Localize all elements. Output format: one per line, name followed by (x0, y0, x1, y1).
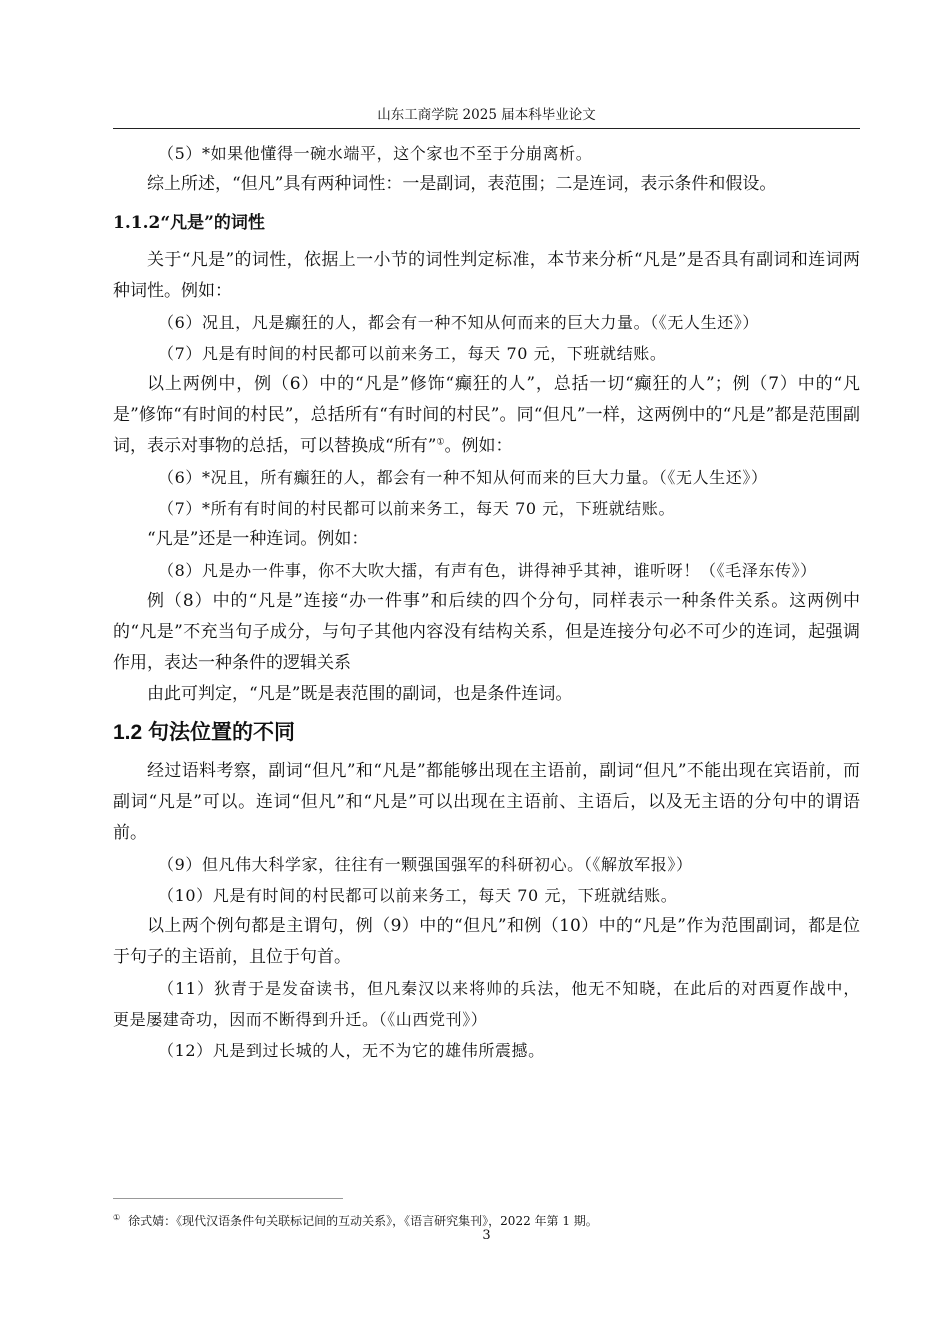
examples-9-10-analysis: 以上两个例句都是主谓句，例（9）中的“但凡”和例（10）中的“凡是”作为范围副词，都是位于句子的主语前，且位于句首。 (113, 916, 860, 967)
example-6-modified: （6）*况且，所有癫狂的人，都会有一种不知从何而来的巨大力量。（《无人生还》） (158, 468, 768, 487)
section-heading-1-1-2: 1.1.2“凡是”的词性 (113, 213, 265, 233)
footnote-divider (113, 1198, 343, 1199)
example-8: （8）凡是办一件事，你不大吹大擂，有声有色，讲得神乎其神，谁听呀！（《毛泽东传》） (158, 561, 817, 580)
page-number: 3 (482, 1228, 491, 1243)
header-divider (113, 128, 860, 129)
example-12: （12）凡是到过长城的人，无不为它的雄伟所震撼。 (158, 1041, 545, 1060)
example-7: （7）凡是有时间的村民都可以前来务工，每天 70 元，下班就结账。 (158, 344, 667, 363)
example-5-modified: （5）*如果他懂得一碗水端平，这个家也不至于分崩离析。 (158, 144, 593, 163)
section-heading-1-2: 1.2 句法位置的不同 (113, 721, 296, 744)
intro-paragraph: 关于“凡是”的词性，依据上一小节的词性判定标准，本节来分析“凡是”是否具有副词和连词两种词性。例如： (113, 250, 860, 301)
example-10: （10）凡是有时间的村民都可以前来务工，每天 70 元，下班就结账。 (158, 886, 678, 905)
analysis-text: 以上两例中，例（6）中的“凡是”修饰“癫狂的人”，总括一切“癫狂的人”；例（7）中的“凡是”修饰“有时间的村民”，总括所有“有时间的村民”。同“但凡”一样，这两例中的“凡是”都是范围副词，表示对事物的总括，可以替换成“所有” (113, 374, 860, 456)
syntax-paragraph: 经过语料考察，副词“但凡”和“凡是”都能够出现在主语前，副词“但凡”不能出现在宾语前，而副词“凡是”可以。连词“但凡”和“凡是”可以出现在主语前、主语后，以及无主语的分句中的谓语前。 (113, 761, 860, 843)
footnote-reference: ① (436, 437, 445, 448)
conjunction-intro: “凡是”还是一种连词。例如： (147, 529, 369, 549)
page-body (113, 138, 860, 1066)
footnote-text: 徐式婧：《现代汉语条件句关联标记间的互动关系》，《语言研究集刊》，2022 年第 1 期。 (128, 1214, 598, 1228)
page-header: 山东工商学院 2025 届本科毕业论文 (377, 107, 596, 123)
summary-paragraph: 综上所述，“但凡”具有两种词性：一是副词，表范围；二是连词，表示条件和假设。 (147, 174, 777, 194)
analysis-paragraph (113, 369, 860, 462)
analysis-text-end: 。例如： (444, 436, 513, 456)
example-9: （9）但凡伟大科学家，往往有一颗强国强军的科研初心。（《解放军报》） (158, 855, 693, 874)
conclusion-paragraph: 由此可判定，“凡是”既是表范围的副词，也是条件连词。 (147, 684, 573, 704)
footnote-mark: ① (113, 1213, 121, 1222)
footnote (113, 1210, 860, 1229)
example-8-analysis: 例（8）中的“凡是”连接“办一件事”和后续的四个分句，同样表示一种条件关系。这两例中的“凡是”不充当句子成分，与句子其他内容没有结构关系，但是连接分句必不可少的连词，起强调作用，表达一种条件的逻辑关系 (113, 591, 860, 673)
example-11: （11）狄青于是发奋读书，但凡秦汉以来将帅的兵法，他无不知晓，在此后的对西夏作战中，更是屡建奇功，因而不断得到升迁。（《山西党刊》） (113, 979, 860, 1029)
example-6: （6）况且，凡是癫狂的人，都会有一种不知从何而来的巨大力量。（《无人生还》） (158, 313, 759, 332)
example-7-modified: （7）*所有有时间的村民都可以前来务工，每天 70 元，下班就结账。 (158, 499, 676, 518)
